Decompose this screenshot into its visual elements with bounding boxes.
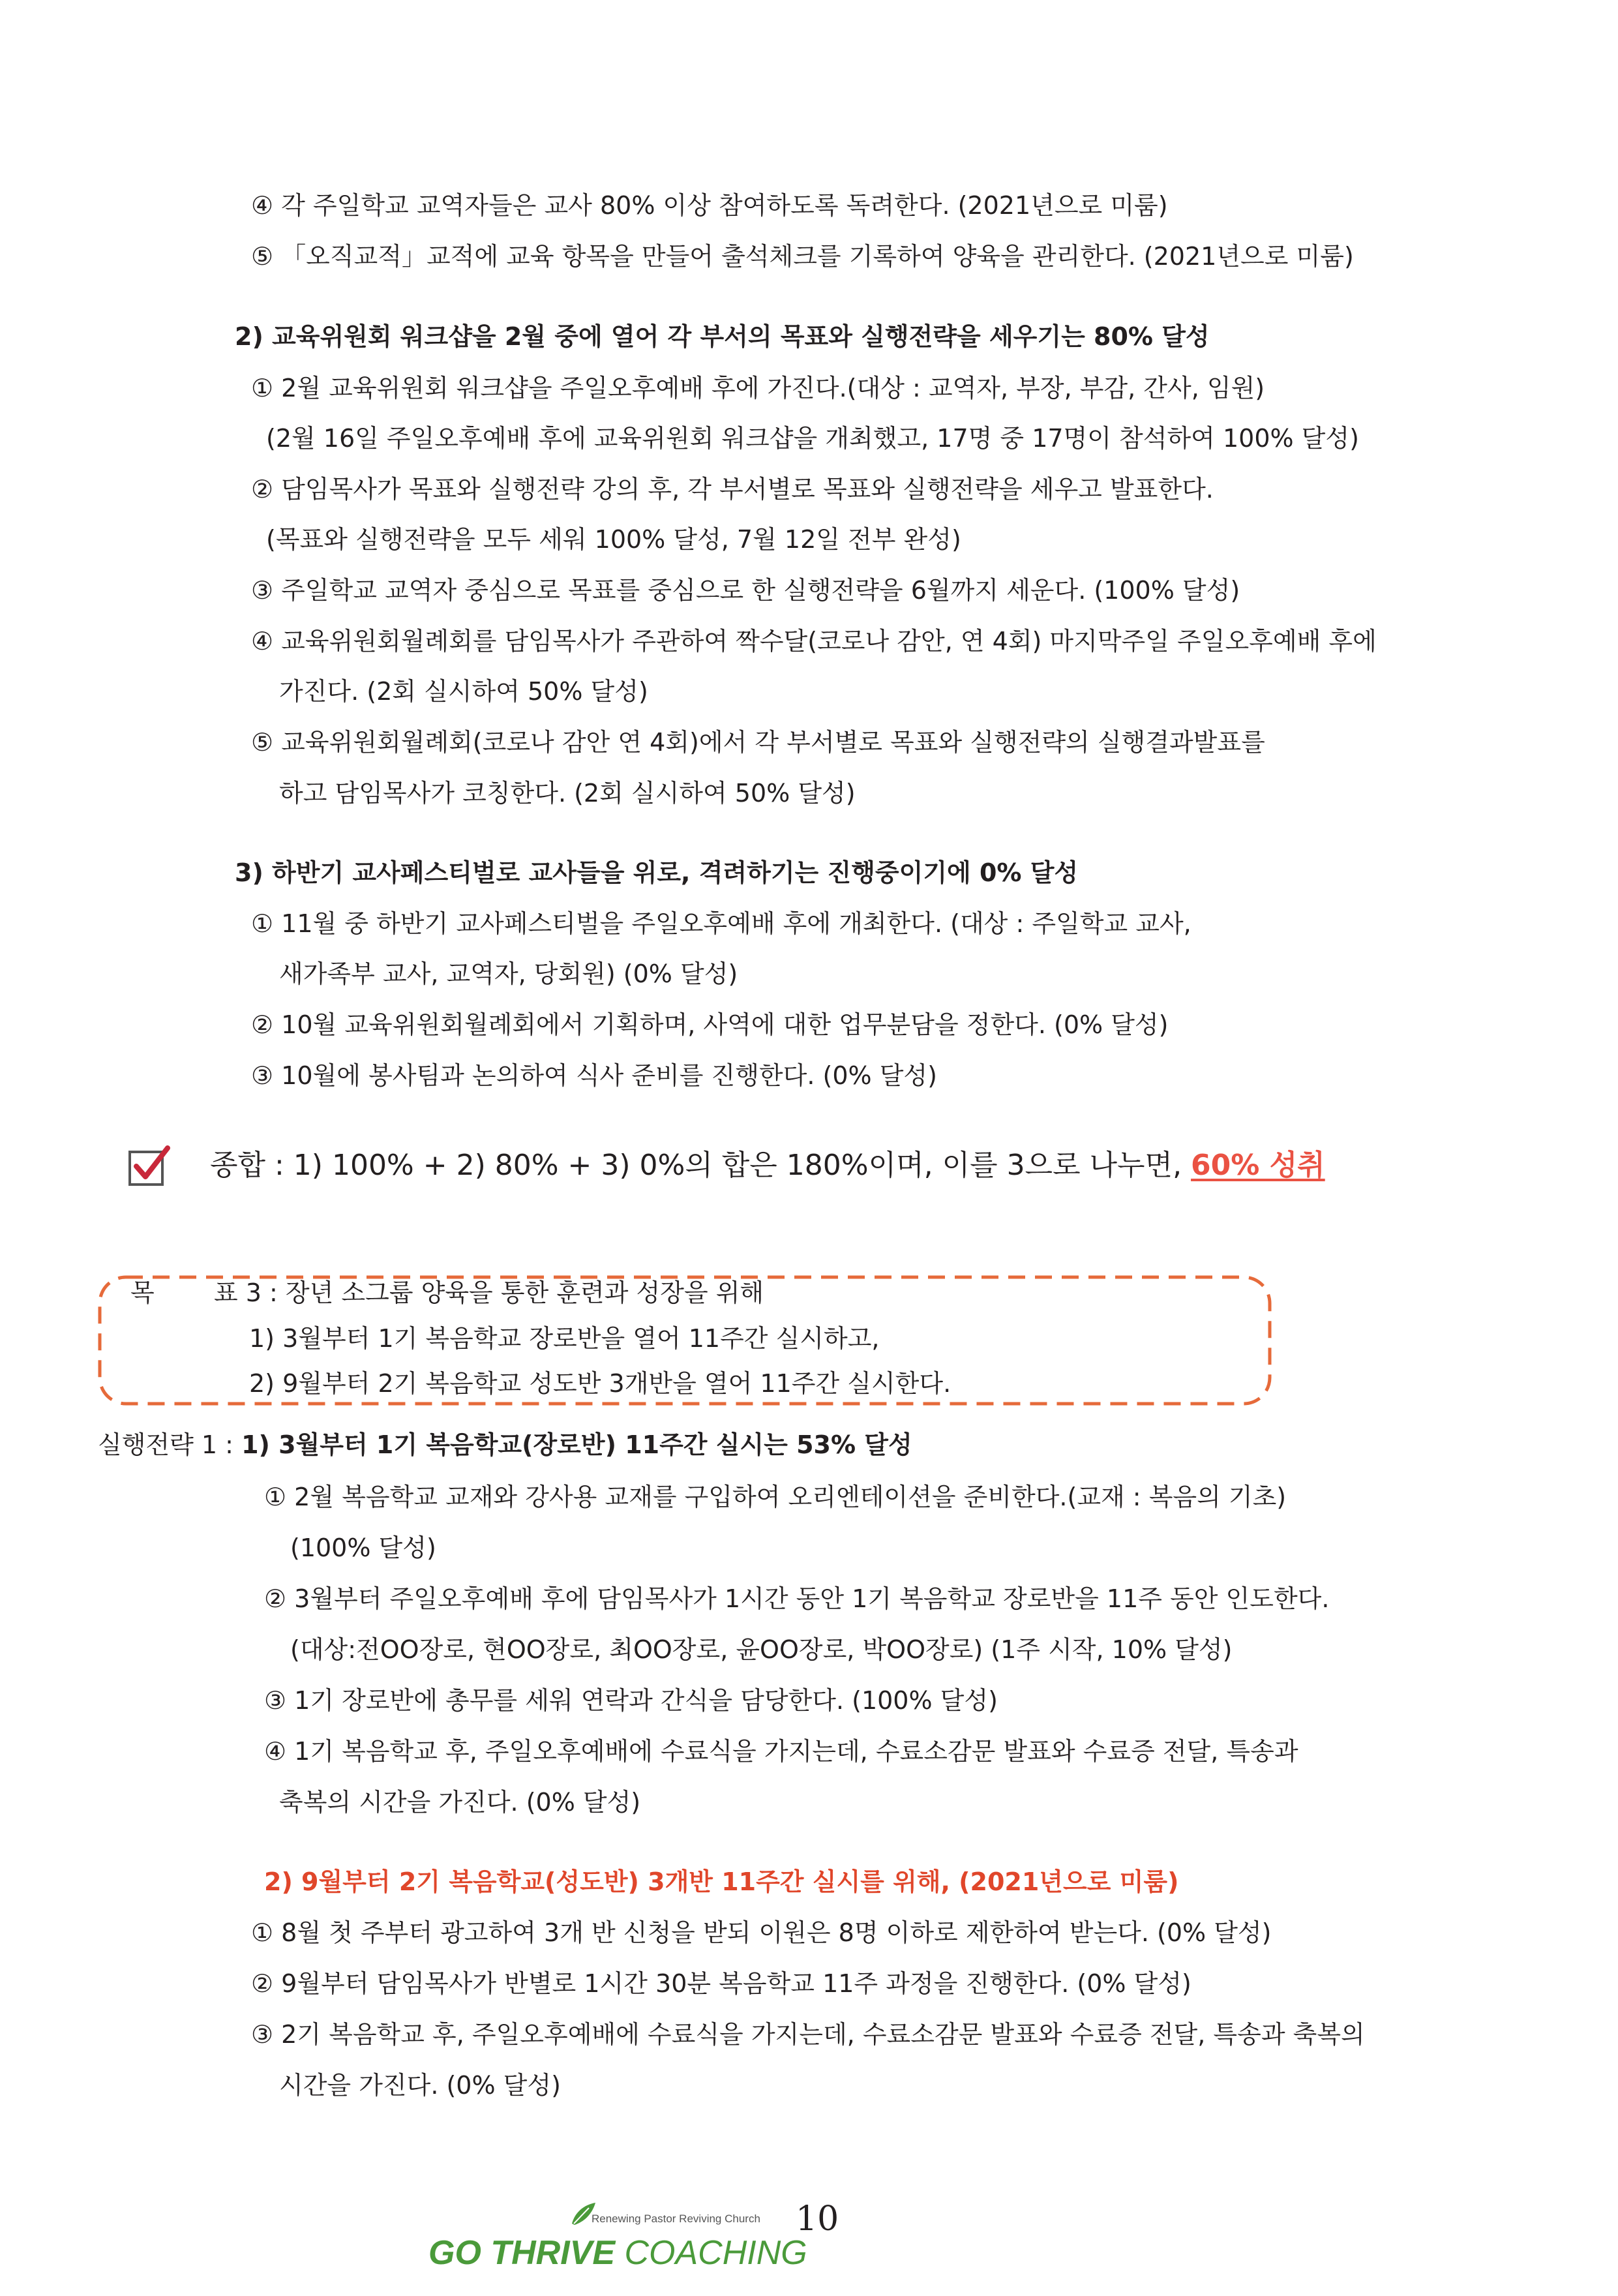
goal-line: 2) 9월부터 2기 복음학교 성도반 3개반을 열어 11주간 실시한다. [249, 1369, 951, 1398]
summary-line [210, 1147, 1325, 1185]
sec2-line: ① 2월 교육위원회 워크샵을 주일오후예배 후에 가진다.(대상 : 교역자, 부장, 부감, 간사, 임원) [251, 374, 1265, 402]
goal-title: 표 3 : 장년 소그룹 양육을 통한 훈련과 성장을 위해 [214, 1278, 764, 1307]
strategy-label: 실행전략 1 : [98, 1430, 242, 1459]
logo-wordmark: GO THRIVE COACHING [428, 2234, 807, 2272]
strategy2-line: ① 8월 첫 주부터 광고하여 3개 반 신청을 받되 이원은 8명 이하로 제한하여 받는다. (0% 달성) [251, 1918, 1272, 1947]
goal-item-5: ⑤ 「오직교적」교적에 교육 항목을 만들어 출석체크를 기록하여 양육을 관리한다. (2021년으로 미룸) [251, 242, 1354, 271]
strategy1-line: 축복의 시간을 가진다. (0% 달성) [279, 1788, 641, 1817]
sec2-line: (목표와 실행전략을 모두 세워 100% 달성, 7월 12일 전부 완성) [266, 525, 961, 554]
strategy1-line: ① 2월 복음학교 교재와 강사용 교재를 구입하여 오리엔테이션을 준비한다.(교재 : 복음의 기초) [264, 1483, 1287, 1511]
section-3-heading: 3) 하반기 교사페스티벌로 교사들을 위로, 격려하기는 진행중이기에 0% 달성 [235, 858, 1079, 887]
sec2-line: ② 담임목사가 목표와 실행전략 강의 후, 각 부서별로 목표와 실행전략을 세우고 발표한다. [251, 475, 1214, 504]
strategy-1-heading: 1) 3월부터 1기 복음학교(장로반) 11주간 실시는 53% 달성 [241, 1430, 912, 1459]
sec3-line: ② 10월 교육위원회월례회에서 기획하며, 사역에 대한 업무분담을 정한다. (0% 달성) [251, 1010, 1169, 1039]
sec3-line: 새가족부 교사, 교역자, 당회원) (0% 달성) [279, 959, 738, 988]
section-2-heading: 2) 교육위원회 워크샵을 2월 중에 열어 각 부서의 목표와 실행전략을 세우기는 80% 달성 [235, 322, 1210, 351]
sec2-line: ⑤ 교육위원회월례회(코로나 감안 연 4회)에서 각 부서별로 목표와 실행전략의 실행결과발표를 [251, 728, 1265, 757]
strategy1-line: ③ 1기 장로반에 총무를 세워 연락과 간식을 담당한다. (100% 달성) [264, 1686, 998, 1715]
checkbox-icon [127, 1143, 172, 1187]
sec2-line: 하고 담임목사가 코칭한다. (2회 실시하여 50% 달성) [279, 779, 856, 808]
goal-line: 1) 3월부터 1기 복음학교 장로반을 열어 11주간 실시하고, [249, 1324, 880, 1353]
strategy-heading-line [98, 1429, 912, 1460]
sec3-line: ① 11월 중 하반기 교사페스티벌을 주일오후예배 후에 개최한다. (대상 : 주일학교 교사, [251, 909, 1191, 938]
achievement-badge: 60% 성취 [1191, 1149, 1325, 1182]
go-thrive-coaching-logo [427, 2201, 807, 2280]
page-number: 10 [796, 2199, 839, 2239]
strategy1-line: (100% 달성) [290, 1533, 436, 1562]
strategy2-line: ② 9월부터 담임목사가 반별로 1시간 30분 복음학교 11주 과정을 진행한다. (0% 달성) [251, 1969, 1191, 1998]
sec2-line: 가진다. (2회 실시하여 50% 달성) [279, 677, 648, 706]
strategy1-line: (대상:전OO장로, 현OO장로, 최OO장로, 윤OO장로, 박OO장로) (1주 시작, 10% 달성) [290, 1635, 1233, 1664]
goal-label: 목 [130, 1278, 155, 1307]
summary-text: 종합 : 1) 100% + 2) 80% + 3) 0%의 합은 180%이며, 이를 3으로 나누면, [210, 1149, 1191, 1182]
sec2-line: ④ 교육위원회월례회를 담임목사가 주관하여 짝수달(코로나 감안, 연 4회) 마지막주일 주일오후예배 후에 [251, 627, 1377, 656]
strategy1-line: ② 3월부터 주일오후예배 후에 담임목사가 1시간 동안 1기 복음학교 장로반을 11주 동안 인도한다. [264, 1584, 1330, 1613]
sec2-line: (2월 16일 주일오후예배 후에 교육위원회 워크샵을 개최했고, 17명 중 17명이 참석하여 100% 달성) [266, 424, 1359, 453]
goal-item-4: ④ 각 주일학교 교역자들은 교사 80% 이상 참여하도록 독려한다. (2021년으로 미룸) [251, 191, 1168, 220]
strategy1-line: ④ 1기 복음학교 후, 주일오후예배에 수료식을 가지는데, 수료소감문 발표와 수료증 전달, 특송과 [264, 1737, 1298, 1766]
strategy-2-heading: 2) 9월부터 2기 복음학교(성도반) 3개반 11주간 실시를 위해, (2021년으로 미룸) [264, 1867, 1179, 1896]
logo-tagline: Renewing Pastor Reviving Church [592, 2213, 760, 2225]
sec2-line: ③ 주일학교 교역자 중심으로 목표를 중심으로 한 실행전략을 6월까지 세운다. (100% 달성) [251, 576, 1240, 605]
strategy2-line: 시간을 가진다. (0% 달성) [279, 2071, 561, 2100]
sec3-line: ③ 10월에 봉사팀과 논의하여 식사 준비를 진행한다. (0% 달성) [251, 1061, 937, 1090]
strategy2-line: ③ 2기 복음학교 후, 주일오후예배에 수료식을 가지는데, 수료소감문 발표와 수료증 전달, 특송과 축복의 [251, 2020, 1365, 2049]
